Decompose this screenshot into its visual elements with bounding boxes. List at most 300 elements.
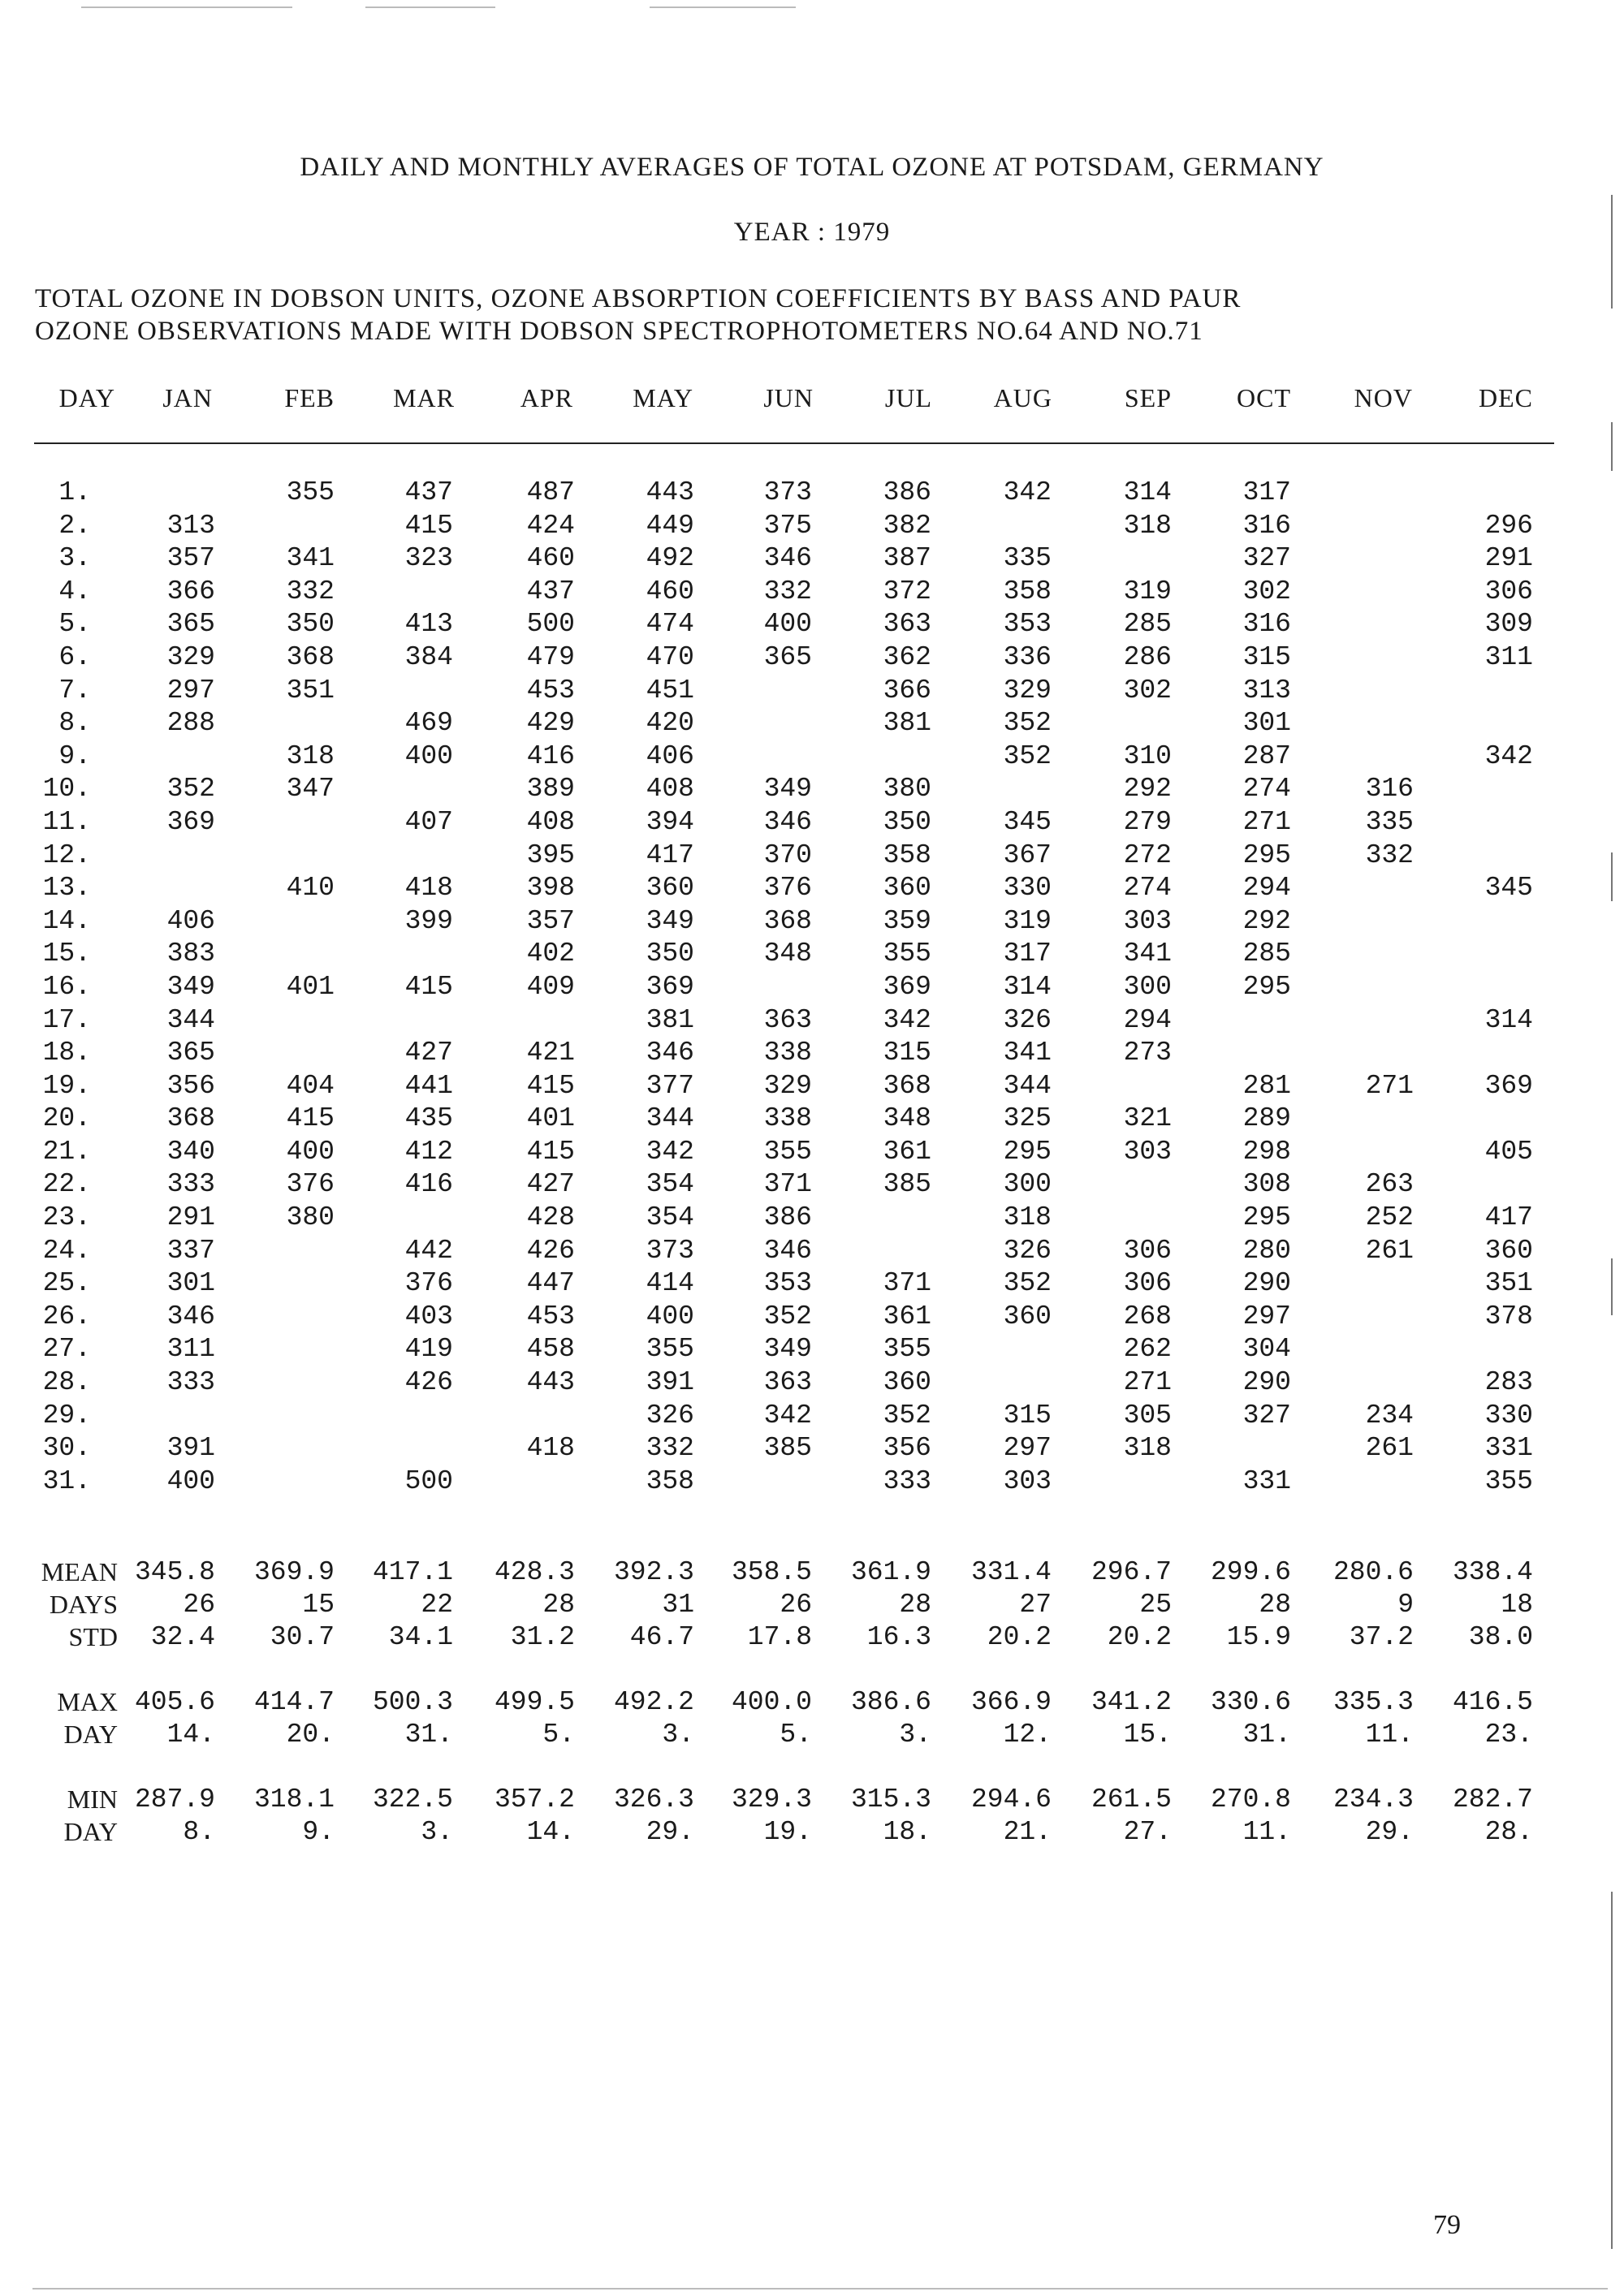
day-cell: 7. bbox=[58, 675, 91, 706]
stats-value-cell: 14. bbox=[166, 1720, 215, 1750]
stats-value-cell: 37.2 bbox=[1349, 1622, 1414, 1652]
stats-value-cell: 15.9 bbox=[1226, 1622, 1291, 1652]
ozone-value-cell: 408 bbox=[646, 774, 694, 805]
ozone-value-cell: 287 bbox=[1242, 740, 1291, 771]
ozone-value-cell: 325 bbox=[1003, 1103, 1052, 1134]
ozone-value-cell: 368 bbox=[286, 641, 335, 672]
day-cell: 26. bbox=[42, 1301, 91, 1331]
table-row bbox=[0, 1367, 1624, 1400]
stats-row-min bbox=[0, 1785, 1624, 1817]
ozone-value-cell: 271 bbox=[1365, 1070, 1414, 1101]
day-cell: 27. bbox=[42, 1334, 91, 1365]
table-row bbox=[0, 972, 1624, 1005]
ozone-value-cell: 360 bbox=[646, 873, 694, 904]
ozone-value-cell: 318 bbox=[1123, 510, 1172, 541]
table-row bbox=[0, 609, 1624, 642]
stats-value-cell: 3. bbox=[899, 1720, 931, 1750]
scan-artifact bbox=[650, 6, 796, 8]
ozone-value-cell: 306 bbox=[1484, 576, 1533, 606]
ozone-value-cell: 290 bbox=[1242, 1367, 1291, 1398]
ozone-value-cell: 341 bbox=[1123, 939, 1172, 969]
ozone-value-cell: 369 bbox=[883, 971, 931, 1002]
ozone-value-cell: 281 bbox=[1242, 1070, 1291, 1101]
ozone-value-cell: 383 bbox=[166, 939, 215, 969]
ozone-value-cell: 332 bbox=[286, 576, 335, 606]
ozone-value-cell: 415 bbox=[526, 1136, 575, 1167]
ozone-value-cell: 351 bbox=[1484, 1268, 1533, 1299]
stats-value-cell: 27. bbox=[1123, 1817, 1172, 1847]
ozone-value-cell: 309 bbox=[1484, 609, 1533, 640]
table-row bbox=[0, 1038, 1624, 1071]
ozone-value-cell: 355 bbox=[763, 1136, 812, 1167]
ozone-value-cell: 346 bbox=[763, 543, 812, 574]
ozone-value-cell: 268 bbox=[1123, 1301, 1172, 1331]
stats-max bbox=[0, 1687, 1624, 1752]
ozone-value-cell: 487 bbox=[526, 477, 575, 507]
table-row bbox=[0, 906, 1624, 939]
daily-values-table bbox=[0, 477, 1624, 1499]
stats-value-cell: 294.6 bbox=[970, 1785, 1052, 1815]
scan-artifact bbox=[365, 6, 495, 8]
ozone-value-cell: 453 bbox=[526, 1301, 575, 1331]
stats-value-cell: 29. bbox=[1365, 1817, 1414, 1847]
ozone-value-cell: 406 bbox=[166, 905, 215, 936]
table-row bbox=[0, 675, 1624, 709]
stats-value-cell: 492.2 bbox=[613, 1687, 694, 1717]
ozone-value-cell: 261 bbox=[1365, 1235, 1414, 1266]
ozone-value-cell: 317 bbox=[1003, 939, 1052, 969]
ozone-value-cell: 384 bbox=[404, 641, 453, 672]
ozone-value-cell: 479 bbox=[526, 641, 575, 672]
ozone-value-cell: 346 bbox=[166, 1301, 215, 1331]
ozone-value-cell: 336 bbox=[1003, 641, 1052, 672]
ozone-value-cell: 428 bbox=[526, 1202, 575, 1233]
ozone-value-cell: 415 bbox=[526, 1070, 575, 1101]
day-cell: 1. bbox=[58, 477, 91, 507]
ozone-value-cell: 271 bbox=[1242, 806, 1291, 837]
stats-value-cell: 261.5 bbox=[1091, 1785, 1172, 1815]
day-cell: 19. bbox=[42, 1070, 91, 1101]
ozone-value-cell: 380 bbox=[883, 774, 931, 805]
ozone-value-cell: 355 bbox=[883, 939, 931, 969]
ozone-value-cell: 314 bbox=[1123, 477, 1172, 507]
instrument-description: OZONE OBSERVATIONS MADE WITH DOBSON SPECTROPHOTOMETERS NO.64 AND NO.71 bbox=[35, 317, 1203, 346]
table-row bbox=[0, 1301, 1624, 1335]
ozone-value-cell: 335 bbox=[1365, 806, 1414, 837]
stats-value-cell: 28 bbox=[542, 1590, 575, 1620]
scan-edge-line bbox=[1611, 422, 1613, 471]
ozone-value-cell: 315 bbox=[883, 1038, 931, 1068]
ozone-value-cell: 271 bbox=[1123, 1367, 1172, 1398]
stats-row-days bbox=[0, 1590, 1624, 1622]
ozone-value-cell: 329 bbox=[166, 641, 215, 672]
ozone-value-cell: 360 bbox=[1484, 1235, 1533, 1266]
ozone-value-cell: 356 bbox=[166, 1070, 215, 1101]
ozone-value-cell: 366 bbox=[166, 576, 215, 606]
stats-value-cell: 400.0 bbox=[731, 1687, 812, 1717]
ozone-value-cell: 353 bbox=[1003, 609, 1052, 640]
ozone-value-cell: 342 bbox=[646, 1136, 694, 1167]
stats-value-cell: 26 bbox=[780, 1590, 812, 1620]
ozone-value-cell: 297 bbox=[1003, 1433, 1052, 1464]
stats-mean-days-std bbox=[0, 1557, 1624, 1655]
ozone-value-cell: 363 bbox=[763, 1004, 812, 1035]
ozone-value-cell: 359 bbox=[883, 905, 931, 936]
stats-value-cell: 22 bbox=[421, 1590, 453, 1620]
ozone-value-cell: 361 bbox=[883, 1136, 931, 1167]
stats-value-cell: 296.7 bbox=[1091, 1557, 1172, 1587]
ozone-value-cell: 285 bbox=[1242, 939, 1291, 969]
ozone-value-cell: 371 bbox=[763, 1169, 812, 1200]
ozone-value-cell: 363 bbox=[763, 1367, 812, 1398]
stats-value-cell: 27 bbox=[1019, 1590, 1052, 1620]
stats-label: DAY bbox=[63, 1817, 118, 1846]
ozone-value-cell: 346 bbox=[763, 1235, 812, 1266]
column-header-mar: MAR bbox=[393, 383, 455, 412]
stats-label: DAY bbox=[63, 1720, 118, 1749]
stats-value-cell: 331.4 bbox=[970, 1557, 1052, 1587]
table-row bbox=[0, 511, 1624, 544]
stats-value-cell: 499.5 bbox=[494, 1687, 575, 1717]
ozone-value-cell: 368 bbox=[166, 1103, 215, 1134]
ozone-value-cell: 369 bbox=[166, 806, 215, 837]
stats-value-cell: 405.6 bbox=[134, 1687, 215, 1717]
ozone-value-cell: 355 bbox=[883, 1334, 931, 1365]
ozone-value-cell: 342 bbox=[1003, 477, 1052, 507]
ozone-value-cell: 371 bbox=[883, 1268, 931, 1299]
ozone-value-cell: 335 bbox=[1003, 543, 1052, 574]
ozone-value-cell: 315 bbox=[1003, 1400, 1052, 1431]
ozone-value-cell: 330 bbox=[1484, 1400, 1533, 1431]
ozone-value-cell: 386 bbox=[883, 477, 931, 507]
day-cell: 2. bbox=[58, 510, 91, 541]
ozone-value-cell: 326 bbox=[646, 1400, 694, 1431]
ozone-value-cell: 407 bbox=[404, 806, 453, 837]
ozone-value-cell: 415 bbox=[404, 971, 453, 1002]
stats-value-cell: 282.7 bbox=[1452, 1785, 1533, 1815]
ozone-value-cell: 341 bbox=[1003, 1038, 1052, 1068]
stats-value-cell: 345.8 bbox=[134, 1557, 215, 1587]
stats-value-cell: 31 bbox=[662, 1590, 694, 1620]
stats-value-cell: 14. bbox=[526, 1817, 575, 1847]
stats-label: MAX bbox=[57, 1687, 118, 1716]
stats-value-cell: 322.5 bbox=[372, 1785, 453, 1815]
table-row bbox=[0, 1466, 1624, 1500]
ozone-value-cell: 303 bbox=[1003, 1465, 1052, 1496]
ozone-value-cell: 402 bbox=[526, 939, 575, 969]
stats-value-cell: 29. bbox=[646, 1817, 694, 1847]
stats-row-max bbox=[0, 1687, 1624, 1720]
ozone-value-cell: 419 bbox=[404, 1334, 453, 1365]
ozone-value-cell: 301 bbox=[166, 1268, 215, 1299]
ozone-value-cell: 377 bbox=[646, 1070, 694, 1101]
ozone-value-cell: 443 bbox=[646, 477, 694, 507]
ozone-value-cell: 437 bbox=[404, 477, 453, 507]
stats-value-cell: 46.7 bbox=[629, 1622, 694, 1652]
column-header-nov: NOV bbox=[1354, 383, 1413, 412]
ozone-value-cell: 337 bbox=[166, 1235, 215, 1266]
table-row bbox=[0, 1137, 1624, 1170]
ozone-value-cell: 349 bbox=[166, 971, 215, 1002]
ozone-value-cell: 352 bbox=[1003, 708, 1052, 739]
stats-value-cell: 287.9 bbox=[134, 1785, 215, 1815]
ozone-value-cell: 318 bbox=[1123, 1433, 1172, 1464]
table-row bbox=[0, 1433, 1624, 1466]
ozone-value-cell: 295 bbox=[1242, 1202, 1291, 1233]
page-title: DAILY AND MONTHLY AVERAGES OF TOTAL OZONE AT POTSDAM, GERMANY bbox=[300, 153, 1324, 182]
ozone-value-cell: 350 bbox=[646, 939, 694, 969]
ozone-value-cell: 363 bbox=[883, 609, 931, 640]
day-cell: 9. bbox=[58, 740, 91, 771]
ozone-value-cell: 326 bbox=[1003, 1235, 1052, 1266]
ozone-value-cell: 290 bbox=[1242, 1268, 1291, 1299]
ozone-value-cell: 283 bbox=[1484, 1367, 1533, 1398]
ozone-value-cell: 305 bbox=[1123, 1400, 1172, 1431]
ozone-value-cell: 295 bbox=[1242, 971, 1291, 1002]
units-description: TOTAL OZONE IN DOBSON UNITS, OZONE ABSORPTION COEFFICIENTS BY BASS AND PAUR bbox=[35, 284, 1242, 313]
ozone-value-cell: 285 bbox=[1123, 609, 1172, 640]
day-cell: 6. bbox=[58, 641, 91, 672]
ozone-value-cell: 395 bbox=[526, 839, 575, 870]
ozone-value-cell: 442 bbox=[404, 1235, 453, 1266]
year-line: YEAR : 1979 bbox=[733, 218, 891, 247]
ozone-value-cell: 302 bbox=[1242, 576, 1291, 606]
ozone-value-cell: 469 bbox=[404, 708, 453, 739]
ozone-value-cell: 295 bbox=[1242, 839, 1291, 870]
table-row bbox=[0, 1103, 1624, 1137]
column-header-jun: JUN bbox=[763, 383, 814, 412]
day-cell: 5. bbox=[58, 609, 91, 640]
stats-value-cell: 392.3 bbox=[613, 1557, 694, 1587]
ozone-value-cell: 349 bbox=[763, 1334, 812, 1365]
ozone-value-cell: 344 bbox=[1003, 1070, 1052, 1101]
ozone-value-cell: 391 bbox=[646, 1367, 694, 1398]
table-row bbox=[0, 543, 1624, 576]
table-row bbox=[0, 807, 1624, 840]
ozone-value-cell: 347 bbox=[286, 774, 335, 805]
stats-value-cell: 9 bbox=[1397, 1590, 1414, 1620]
table-row bbox=[0, 840, 1624, 874]
ozone-value-cell: 353 bbox=[763, 1268, 812, 1299]
ozone-value-cell: 292 bbox=[1123, 774, 1172, 805]
ozone-value-cell: 414 bbox=[646, 1268, 694, 1299]
ozone-value-cell: 365 bbox=[166, 1038, 215, 1068]
ozone-value-cell: 318 bbox=[1003, 1202, 1052, 1233]
ozone-value-cell: 297 bbox=[166, 675, 215, 706]
stats-value-cell: 28 bbox=[899, 1590, 931, 1620]
ozone-value-cell: 369 bbox=[1484, 1070, 1533, 1101]
ozone-value-cell: 357 bbox=[526, 905, 575, 936]
day-cell: 3. bbox=[58, 543, 91, 574]
ozone-value-cell: 272 bbox=[1123, 839, 1172, 870]
ozone-value-cell: 372 bbox=[883, 576, 931, 606]
ozone-value-cell: 345 bbox=[1484, 873, 1533, 904]
day-cell: 10. bbox=[42, 774, 91, 805]
stats-value-cell: 3. bbox=[421, 1817, 453, 1847]
ozone-value-cell: 332 bbox=[1365, 839, 1414, 870]
ozone-value-cell: 401 bbox=[286, 971, 335, 1002]
table-row bbox=[0, 1169, 1624, 1202]
table-row bbox=[0, 477, 1624, 511]
ozone-value-cell: 361 bbox=[883, 1301, 931, 1331]
column-header-jan: JAN bbox=[162, 383, 213, 412]
stats-value-cell: 20. bbox=[286, 1720, 335, 1750]
ozone-value-cell: 369 bbox=[646, 971, 694, 1002]
ozone-value-cell: 400 bbox=[763, 609, 812, 640]
ozone-value-cell: 354 bbox=[646, 1169, 694, 1200]
day-cell: 17. bbox=[42, 1004, 91, 1035]
ozone-value-cell: 352 bbox=[166, 774, 215, 805]
stats-value-cell: 386.6 bbox=[850, 1687, 931, 1717]
day-cell: 22. bbox=[42, 1169, 91, 1200]
day-cell: 14. bbox=[42, 905, 91, 936]
ozone-value-cell: 367 bbox=[1003, 839, 1052, 870]
ozone-value-cell: 357 bbox=[166, 543, 215, 574]
ozone-value-cell: 365 bbox=[166, 609, 215, 640]
table-row bbox=[0, 642, 1624, 675]
ozone-value-cell: 376 bbox=[404, 1268, 453, 1299]
ozone-value-cell: 400 bbox=[166, 1465, 215, 1496]
stats-value-cell: 338.4 bbox=[1452, 1557, 1533, 1587]
ozone-value-cell: 356 bbox=[883, 1433, 931, 1464]
stats-value-cell: 31.2 bbox=[510, 1622, 575, 1652]
ozone-value-cell: 279 bbox=[1123, 806, 1172, 837]
ozone-value-cell: 400 bbox=[646, 1301, 694, 1331]
day-cell: 18. bbox=[42, 1038, 91, 1068]
stats-value-cell: 31. bbox=[404, 1720, 453, 1750]
day-cell: 4. bbox=[58, 576, 91, 606]
ozone-value-cell: 424 bbox=[526, 510, 575, 541]
ozone-value-cell: 333 bbox=[166, 1169, 215, 1200]
ozone-value-cell: 413 bbox=[404, 609, 453, 640]
stats-label: STD bbox=[68, 1622, 118, 1651]
table-header bbox=[0, 383, 1624, 416]
ozone-value-cell: 355 bbox=[646, 1334, 694, 1365]
stats-value-cell: 428.3 bbox=[494, 1557, 575, 1587]
day-cell: 20. bbox=[42, 1103, 91, 1134]
stats-value-cell: 5. bbox=[542, 1720, 575, 1750]
ozone-value-cell: 421 bbox=[526, 1038, 575, 1068]
stats-value-cell: 341.2 bbox=[1091, 1687, 1172, 1717]
stats-value-cell: 28 bbox=[1259, 1590, 1291, 1620]
ozone-value-cell: 341 bbox=[286, 543, 335, 574]
ozone-value-cell: 373 bbox=[763, 477, 812, 507]
ozone-value-cell: 376 bbox=[763, 873, 812, 904]
stats-value-cell: 15. bbox=[1123, 1720, 1172, 1750]
day-cell: 29. bbox=[42, 1400, 91, 1431]
ozone-value-cell: 437 bbox=[526, 576, 575, 606]
stats-value-cell: 417.1 bbox=[372, 1557, 453, 1587]
ozone-value-cell: 310 bbox=[1123, 740, 1172, 771]
stats-value-cell: 335.3 bbox=[1332, 1687, 1414, 1717]
ozone-value-cell: 458 bbox=[526, 1334, 575, 1365]
ozone-value-cell: 368 bbox=[763, 905, 812, 936]
ozone-value-cell: 288 bbox=[166, 708, 215, 739]
stats-value-cell: 414.7 bbox=[253, 1687, 335, 1717]
ozone-value-cell: 300 bbox=[1123, 971, 1172, 1002]
ozone-value-cell: 316 bbox=[1365, 774, 1414, 805]
ozone-value-cell: 330 bbox=[1003, 873, 1052, 904]
ozone-value-cell: 385 bbox=[763, 1433, 812, 1464]
ozone-value-cell: 410 bbox=[286, 873, 335, 904]
ozone-value-cell: 352 bbox=[1003, 1268, 1052, 1299]
ozone-value-cell: 304 bbox=[1242, 1334, 1291, 1365]
stats-value-cell: 3. bbox=[662, 1720, 694, 1750]
ozone-value-cell: 474 bbox=[646, 609, 694, 640]
ozone-value-cell: 416 bbox=[404, 1169, 453, 1200]
stats-value-cell: 31. bbox=[1242, 1720, 1291, 1750]
table-row bbox=[0, 1268, 1624, 1301]
page-number: 79 bbox=[1433, 2210, 1461, 2240]
ozone-value-cell: 316 bbox=[1242, 510, 1291, 541]
stats-value-cell: 21. bbox=[1003, 1817, 1052, 1847]
ozone-value-cell: 350 bbox=[286, 609, 335, 640]
ozone-value-cell: 405 bbox=[1484, 1136, 1533, 1167]
stats-min bbox=[0, 1785, 1624, 1849]
stats-value-cell: 19. bbox=[763, 1817, 812, 1847]
ozone-value-cell: 263 bbox=[1365, 1169, 1414, 1200]
ozone-value-cell: 447 bbox=[526, 1268, 575, 1299]
stats-value-cell: 23. bbox=[1484, 1720, 1533, 1750]
ozone-value-cell: 415 bbox=[286, 1103, 335, 1134]
stats-value-cell: 326.3 bbox=[613, 1785, 694, 1815]
ozone-value-cell: 418 bbox=[526, 1433, 575, 1464]
stats-value-cell: 270.8 bbox=[1210, 1785, 1291, 1815]
ozone-value-cell: 274 bbox=[1242, 774, 1291, 805]
day-cell: 31. bbox=[42, 1465, 91, 1496]
ozone-value-cell: 417 bbox=[646, 839, 694, 870]
scan-edge-line bbox=[1611, 852, 1613, 901]
ozone-value-cell: 386 bbox=[763, 1202, 812, 1233]
ozone-value-cell: 348 bbox=[883, 1103, 931, 1134]
stats-value-cell: 358.5 bbox=[731, 1557, 812, 1587]
ozone-value-cell: 331 bbox=[1242, 1465, 1291, 1496]
stats-value-cell: 26 bbox=[183, 1590, 215, 1620]
column-header-apr: APR bbox=[520, 383, 573, 412]
ozone-value-cell: 449 bbox=[646, 510, 694, 541]
ozone-value-cell: 274 bbox=[1123, 873, 1172, 904]
column-header-may: MAY bbox=[633, 383, 693, 412]
column-header-feb: FEB bbox=[284, 383, 335, 412]
ozone-value-cell: 308 bbox=[1242, 1169, 1291, 1200]
day-cell: 24. bbox=[42, 1235, 91, 1266]
ozone-value-cell: 389 bbox=[526, 774, 575, 805]
stats-value-cell: 315.3 bbox=[850, 1785, 931, 1815]
ozone-value-cell: 404 bbox=[286, 1070, 335, 1101]
ozone-value-cell: 426 bbox=[404, 1367, 453, 1398]
ozone-value-cell: 306 bbox=[1123, 1268, 1172, 1299]
ozone-value-cell: 358 bbox=[1003, 576, 1052, 606]
ozone-value-cell: 323 bbox=[404, 543, 453, 574]
ozone-value-cell: 350 bbox=[883, 806, 931, 837]
stats-value-cell: 330.6 bbox=[1210, 1687, 1291, 1717]
ozone-value-cell: 306 bbox=[1123, 1235, 1172, 1266]
ozone-value-cell: 314 bbox=[1003, 971, 1052, 1002]
scan-edge-line bbox=[1611, 195, 1613, 309]
ozone-value-cell: 381 bbox=[646, 1004, 694, 1035]
stats-value-cell: 11. bbox=[1242, 1817, 1291, 1847]
ozone-value-cell: 344 bbox=[166, 1004, 215, 1035]
scan-edge-line bbox=[1611, 1258, 1613, 1315]
ozone-value-cell: 329 bbox=[763, 1070, 812, 1101]
stats-value-cell: 361.9 bbox=[850, 1557, 931, 1587]
ozone-value-cell: 429 bbox=[526, 708, 575, 739]
ozone-value-cell: 420 bbox=[646, 708, 694, 739]
ozone-value-cell: 398 bbox=[526, 873, 575, 904]
column-header-jul: JUL bbox=[884, 383, 932, 412]
ozone-value-cell: 435 bbox=[404, 1103, 453, 1134]
ozone-value-cell: 262 bbox=[1123, 1334, 1172, 1365]
